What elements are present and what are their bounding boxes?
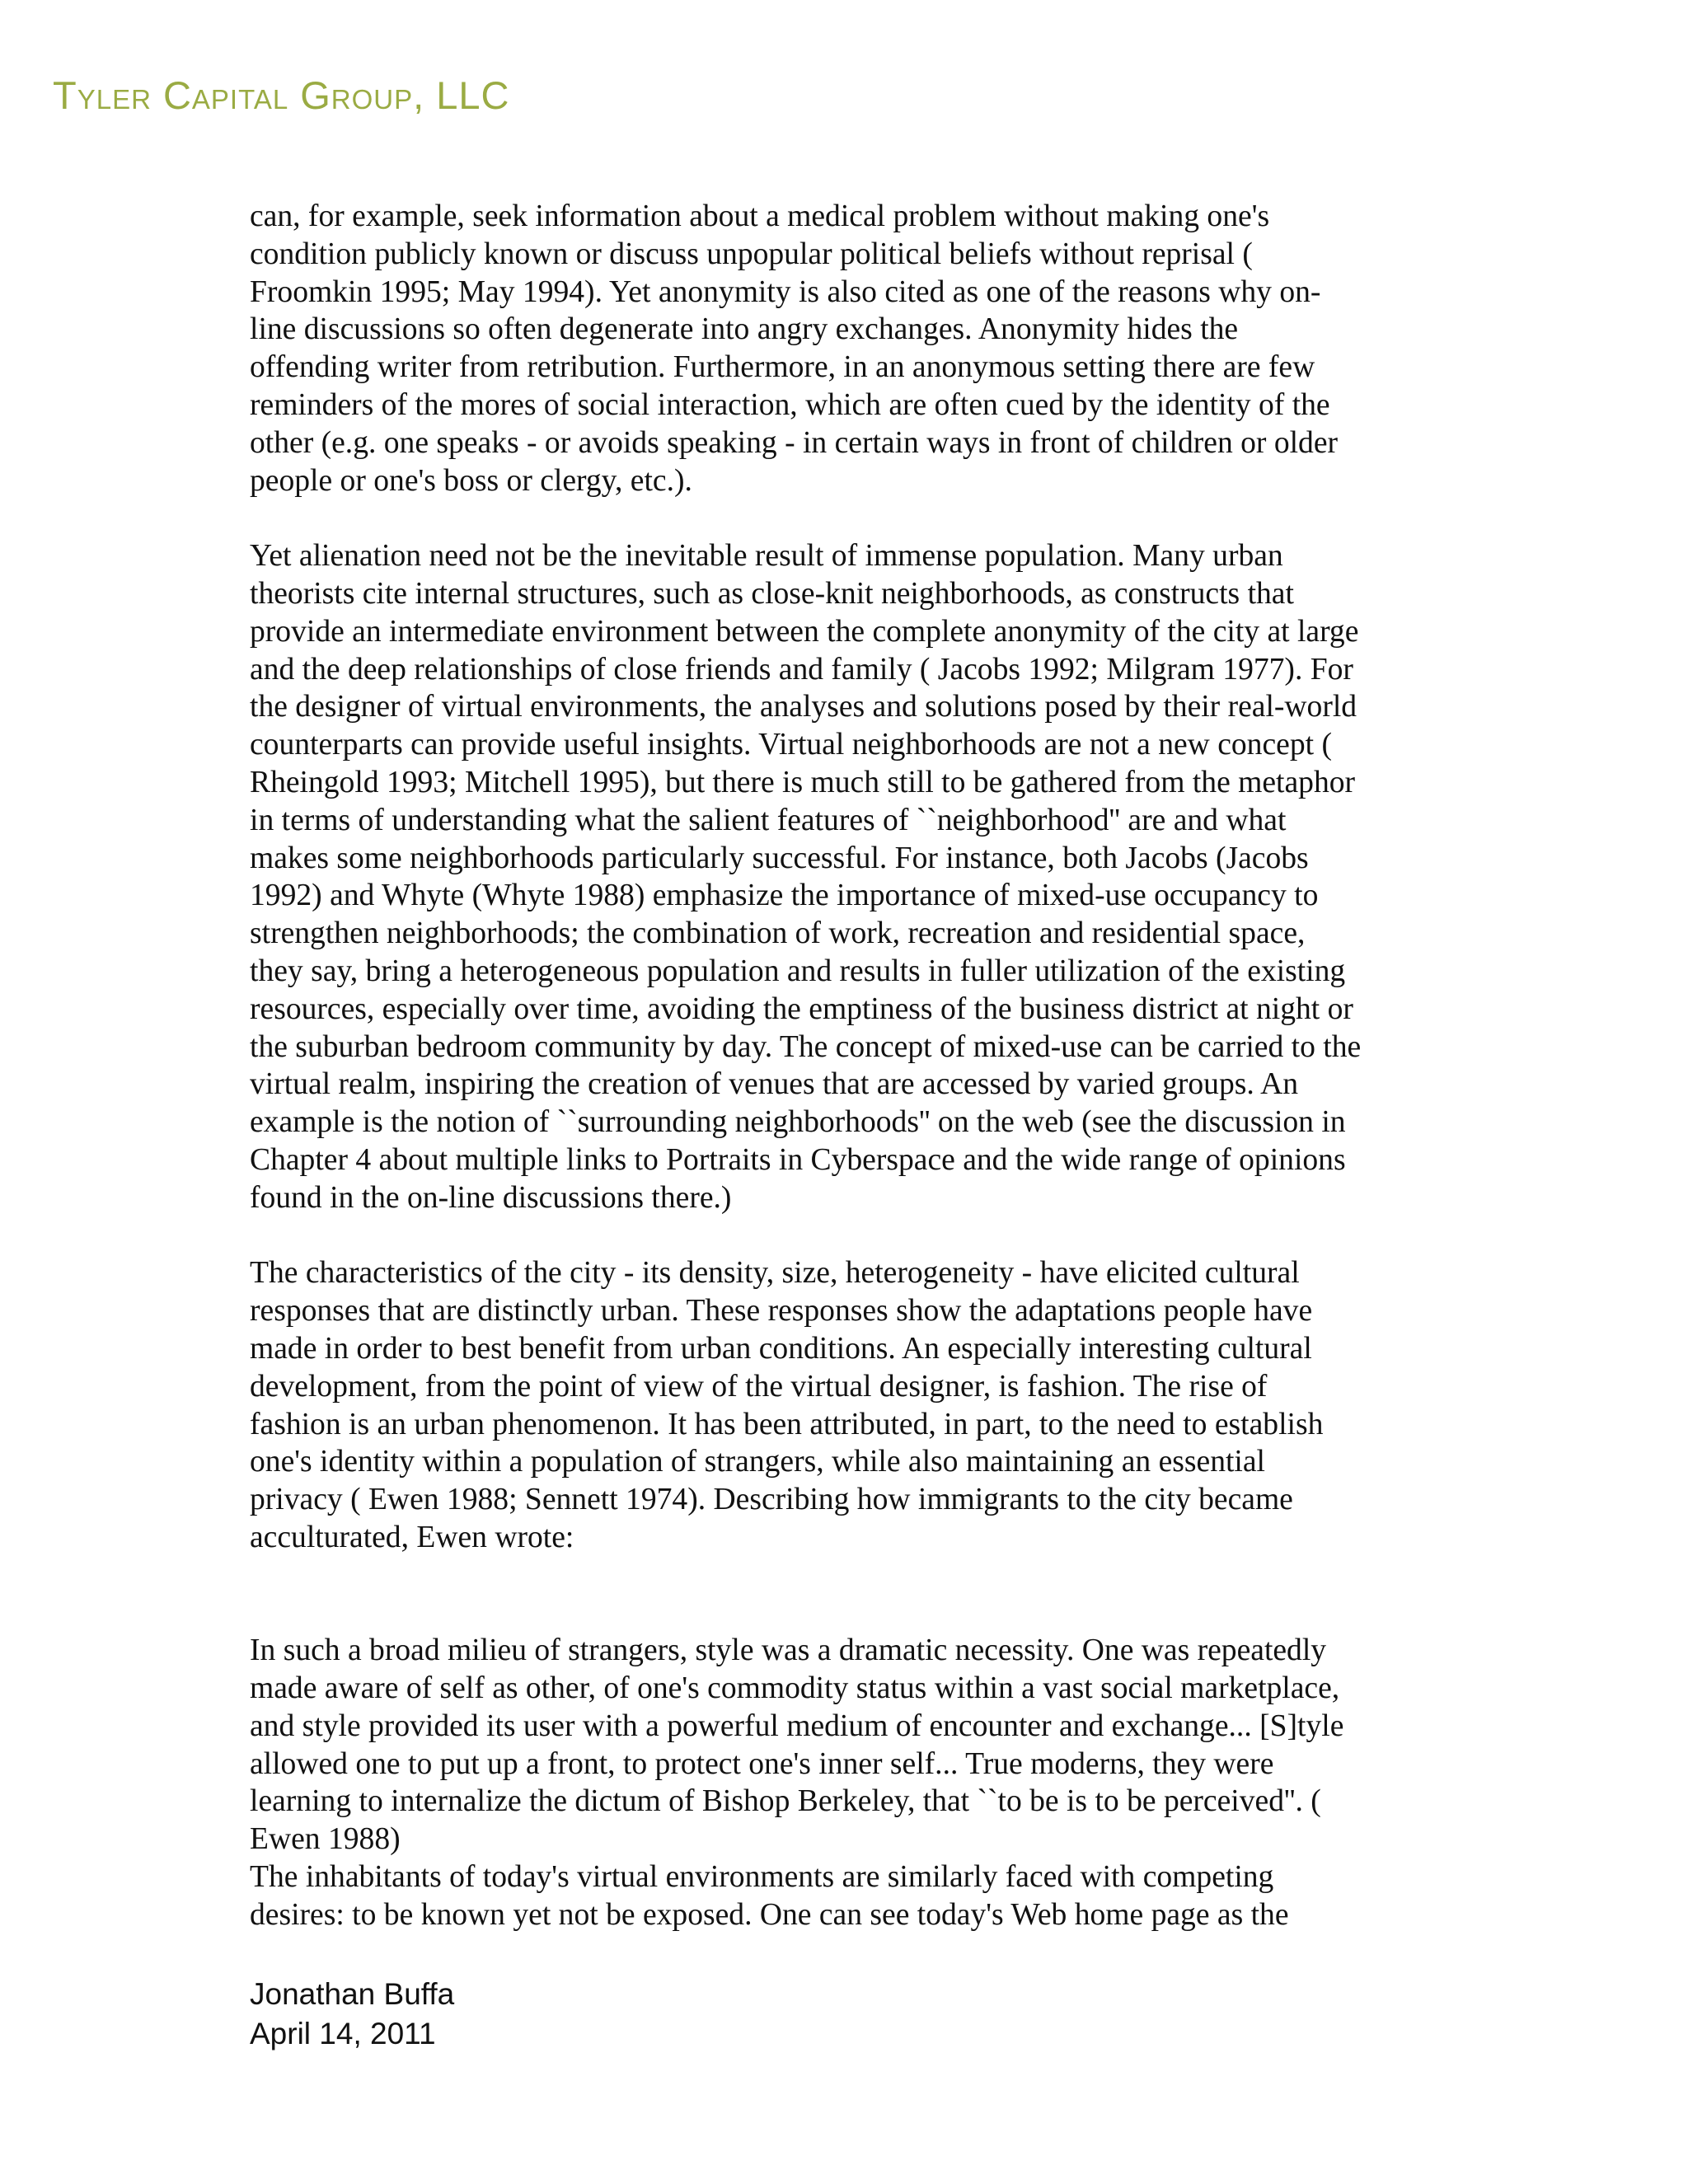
text-line: and the deep relationships of close friends and family ( Jacobs 1992; Milgram 1977). For (250, 652, 1353, 687)
text-line: made aware of self as other, of one's commodity status within a vast social marketplace, (250, 1671, 1340, 1706)
text-line: fashion is an urban phenomenon. It has been attributed, in part, to the need to establish (250, 1407, 1324, 1441)
text-line: found in the on-line discussions there.) (250, 1180, 732, 1215)
text-line: condition publicly known or discuss unpopular political beliefs without reprisal ( (250, 237, 1253, 271)
paragraph-3 (250, 1254, 1453, 1556)
text-line: they say, bring a heterogeneous population and results in fuller utilization of the existing (250, 954, 1346, 988)
text-line: 1992) and Whyte (Whyte 1988) emphasize the importance of mixed-use occupancy to (250, 879, 1319, 913)
text-line: other (e.g. one speaks - or avoids speaking - in certain ways in front of children or older (250, 425, 1339, 460)
author-name: Jonathan Buffa (250, 1977, 455, 2011)
text-line: In such a broad milieu of strangers, style was a dramatic necessity. One was repeatedly (250, 1633, 1327, 1668)
text-line: counterparts can provide useful insights. Virtual neighborhoods are not a new concept ( (250, 728, 1332, 762)
text-line: Rheingold 1993; Mitchell 1995), but there is much still to be gathered from the metaphor (250, 765, 1356, 799)
company-letterhead: Tyler Capital Group, LLC (53, 73, 510, 117)
document-date: April 14, 2011 (250, 2017, 436, 2050)
document-body (250, 198, 1453, 1934)
text-line: virtual realm, inspiring the creation of venues that are accessed by varied groups. An (250, 1067, 1299, 1102)
signature-block (250, 1975, 454, 2054)
text-line: strengthen neighborhoods; the combination of work, recreation and residential space, (250, 916, 1306, 951)
text-line: the suburban bedroom community by day. The concept of mixed-use can be carried to the (250, 1029, 1362, 1064)
text-line: in terms of understanding what the salient features of ``neighborhood'' are and what (250, 803, 1287, 837)
text-line: privacy ( Ewen 1988; Sennett 1974). Describing how immigrants to the city became (250, 1483, 1293, 1517)
text-line: acculturated, Ewen wrote: (250, 1520, 574, 1554)
text-line: line discussions so often degenerate into angry exchanges. Anonymity hides the (250, 312, 1239, 347)
text-line: resources, especially over time, avoiding the emptiness of the business district at night or (250, 991, 1353, 1026)
paragraph-spacer (250, 1557, 1453, 1633)
text-line: The characteristics of the city - its density, size, heterogeneity - have elicited cultural (250, 1256, 1300, 1291)
text-line: learning to internalize the dictum of Bishop Berkeley, that ``to be is to be perceived''. ( (250, 1784, 1321, 1819)
paragraph-4 (250, 1858, 1453, 1934)
paragraph-spacer (250, 1217, 1453, 1255)
text-line: Yet alienation need not be the inevitable result of immense population. Many urban (250, 539, 1283, 574)
paragraph-spacer (250, 499, 1453, 537)
text-line: made in order to best benefit from urban conditions. An especially interesting cultural (250, 1331, 1312, 1366)
text-line: Chapter 4 about multiple links to Portraits in Cyberspace and the wide range of opinions (250, 1142, 1346, 1177)
text-line: makes some neighborhoods particularly successful. For instance, both Jacobs (Jacobs (250, 841, 1309, 875)
text-line: and style provided its user with a powerful medium of encounter and exchange... [S]tyle (250, 1708, 1344, 1743)
text-line: desires: to be known yet not be exposed. One can see today's Web home page as the (250, 1897, 1289, 1932)
paragraph-1 (250, 198, 1453, 499)
text-line: can, for example, seek information about a medical problem without making one's (250, 199, 1270, 233)
text-line: the designer of virtual environments, the analyses and solutions posed by their real-world (250, 690, 1357, 724)
text-line: theorists cite internal structures, such as close-knit neighborhoods, as constructs that (250, 576, 1294, 611)
text-line: provide an intermediate environment between the complete anonymity of the city at large (250, 614, 1359, 649)
paragraph-2 (250, 537, 1453, 1216)
text-line: Froomkin 1995; May 1994). Yet anonymity is also cited as one of the reasons why on- (250, 274, 1321, 309)
text-line: reminders of the mores of social interaction, which are often cued by the identity of the (250, 387, 1330, 422)
text-line: responses that are distinctly urban. These responses show the adaptations people have (250, 1294, 1313, 1329)
text-line: people or one's boss or clergy, etc.). (250, 463, 692, 498)
text-line: development, from the point of view of the virtual designer, is fashion. The rise of (250, 1369, 1268, 1404)
text-line: example is the notion of ``surrounding neighborhoods'' on the web (see the discussion in (250, 1105, 1346, 1140)
text-line: offending writer from retribution. Furthermore, in an anonymous setting there are few (250, 350, 1315, 385)
text-line: Ewen 1988) (250, 1822, 401, 1857)
text-line: allowed one to put up a front, to protect one's inner self... True moderns, they were (250, 1746, 1274, 1781)
text-line: The inhabitants of today's virtual environments are similarly faced with competing (250, 1860, 1274, 1895)
block-quote (250, 1632, 1453, 1858)
text-line: one's identity within a population of strangers, while also maintaining an essential (250, 1445, 1265, 1479)
